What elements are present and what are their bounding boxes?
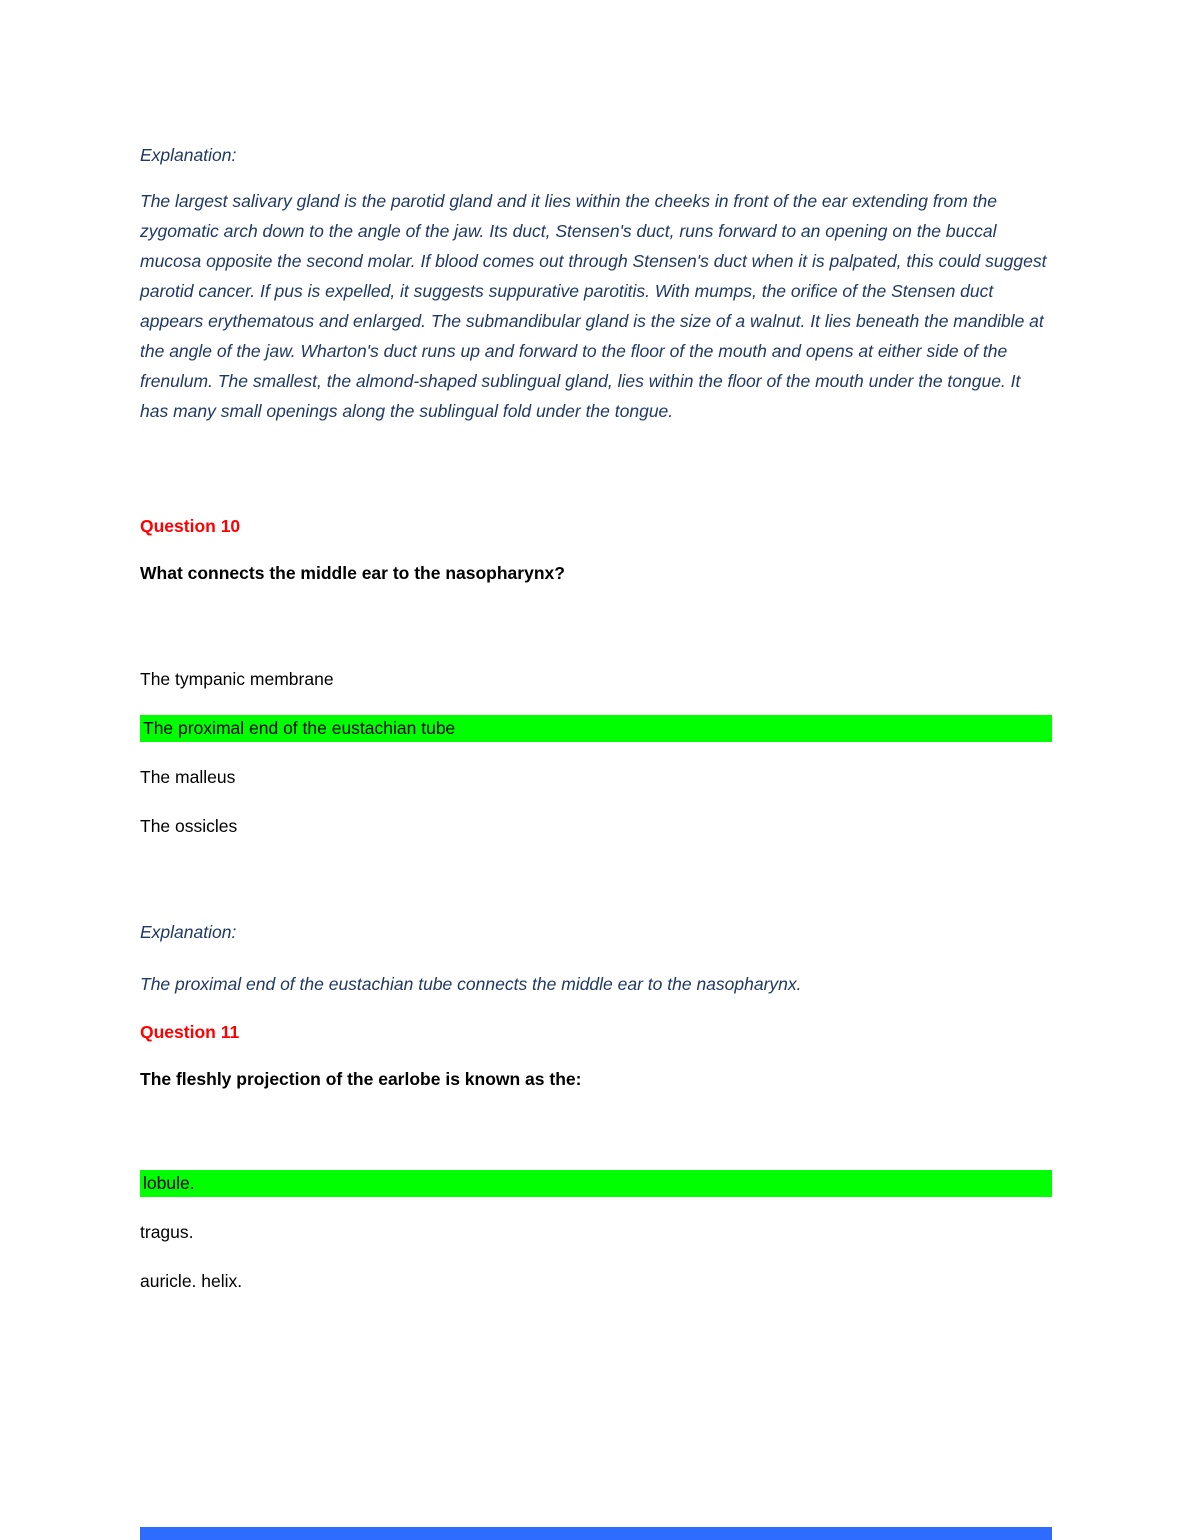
question-10-text: What connects the middle ear to the nasopharynx? (140, 563, 565, 583)
explanation-body: The largest salivary gland is the parotid gland and it lies within the cheeks in front of the ear extending from the zygomatic arch down to the angle of the jaw. Its duct, Stensen's duct, runs forward to an opening on the buccal mucosa opposite the second molar. If blood comes out through Stensen's duct when it is palpated, this could suggest parotid cancer. If pus is expelled, it suggests suppurative parotitis. With mumps, the orifice of the Stensen duct appears erythematous and enlarged. The submandibular gland is the size of a walnut. It lies beneath the mandible at the angle of the jaw. Wharton's duct runs up and forward to the floor of the mouth and opens at either side of the frenulum. The smallest, the almond-shaped sublingual gland, lies within the floor of the mouth under the tongue. It has many small openings along the sublingual fold under the tongue. (140, 191, 1047, 421)
question-11-text: The fleshly projection of the earlobe is known as the: (140, 1069, 582, 1089)
answer-option: The malleus (140, 767, 236, 787)
answer-option: tragus. (140, 1222, 194, 1242)
answer-option: The tympanic membrane (140, 669, 334, 689)
explanation-label: Explanation: (140, 922, 237, 942)
answer-option-highlighted: lobule. (140, 1170, 1052, 1197)
blue-highlight-partial (140, 1527, 1052, 1540)
answer-option-highlighted: The proximal end of the eustachian tube (140, 715, 1052, 742)
answer-option: auricle. helix. (140, 1271, 243, 1291)
question-10-options (140, 666, 1052, 840)
question-11-heading: Question 11 (140, 1022, 240, 1042)
explanation-label: Explanation: (140, 145, 237, 165)
question-10-heading: Question 10 (140, 516, 241, 536)
question-11-options (140, 1170, 1052, 1295)
explanation-body: The proximal end of the eustachian tube connects the middle ear to the nasopharynx. (140, 974, 802, 994)
answer-option: The ossicles (140, 816, 238, 836)
